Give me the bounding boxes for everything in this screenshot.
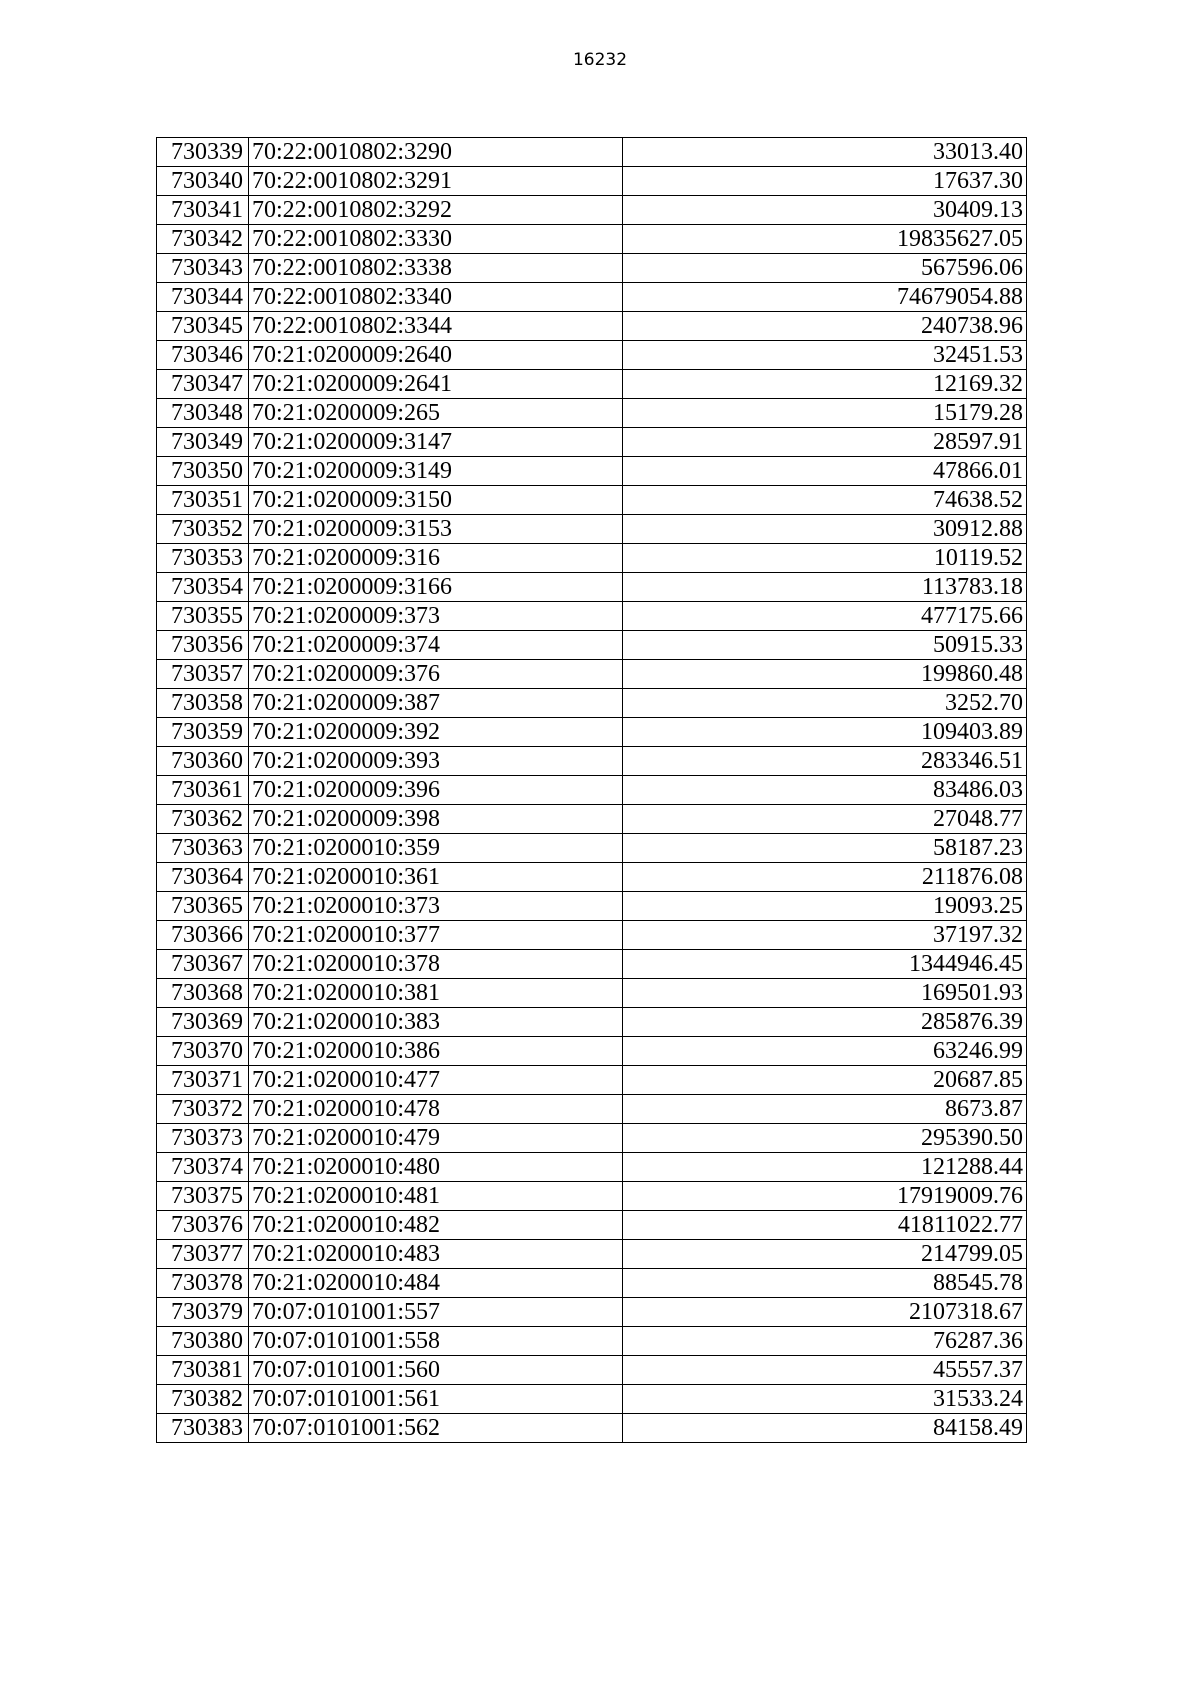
cadastral-value-cell: 12169.32 (623, 370, 1027, 399)
cadastral-number-cell: 70:07:0101001:560 (249, 1356, 623, 1385)
cadastral-number-cell: 70:21:0200010:361 (249, 863, 623, 892)
table-row (157, 892, 1027, 921)
table-row (157, 1327, 1027, 1356)
table-row (157, 950, 1027, 979)
row-number-cell: 730342 (157, 225, 249, 254)
cadastral-value-cell: 74638.52 (623, 486, 1027, 515)
row-number-cell: 730376 (157, 1211, 249, 1240)
cadastral-value-cell: 121288.44 (623, 1153, 1027, 1182)
table-row (157, 196, 1027, 225)
cadastral-value-cell: 50915.33 (623, 631, 1027, 660)
row-number-cell: 730380 (157, 1327, 249, 1356)
cadastral-number-cell: 70:21:0200009:3147 (249, 428, 623, 457)
cadastral-value-cell: 295390.50 (623, 1124, 1027, 1153)
cadastral-value-cell: 17919009.76 (623, 1182, 1027, 1211)
cadastral-number-cell: 70:21:0200010:378 (249, 950, 623, 979)
table-row (157, 863, 1027, 892)
row-number-cell: 730383 (157, 1414, 249, 1443)
row-number-cell: 730353 (157, 544, 249, 573)
table-row (157, 776, 1027, 805)
row-number-cell: 730375 (157, 1182, 249, 1211)
table-row (157, 399, 1027, 428)
cadastral-number-cell: 70:21:0200009:3153 (249, 515, 623, 544)
row-number-cell: 730367 (157, 950, 249, 979)
table-row (157, 1269, 1027, 1298)
table-row (157, 1356, 1027, 1385)
table-row (157, 1414, 1027, 1443)
cadastral-number-cell: 70:21:0200010:481 (249, 1182, 623, 1211)
cadastral-value-cell: 84158.49 (623, 1414, 1027, 1443)
row-number-cell: 730372 (157, 1095, 249, 1124)
row-number-cell: 730379 (157, 1298, 249, 1327)
table-row (157, 283, 1027, 312)
cadastral-value-cell: 113783.18 (623, 573, 1027, 602)
table-row (157, 1385, 1027, 1414)
table-row (157, 718, 1027, 747)
table-row (157, 631, 1027, 660)
cadastral-number-cell: 70:21:0200009:398 (249, 805, 623, 834)
table-row (157, 979, 1027, 1008)
cadastral-number-cell: 70:21:0200009:3166 (249, 573, 623, 602)
table-row (157, 167, 1027, 196)
cadastral-number-cell: 70:21:0200009:3149 (249, 457, 623, 486)
table-row (157, 370, 1027, 399)
cadastral-number-cell: 70:21:0200010:383 (249, 1008, 623, 1037)
cadastral-number-cell: 70:21:0200010:483 (249, 1240, 623, 1269)
row-number-cell: 730366 (157, 921, 249, 950)
row-number-cell: 730348 (157, 399, 249, 428)
cadastral-value-table (156, 137, 1027, 1443)
cadastral-value-cell: 74679054.88 (623, 283, 1027, 312)
cadastral-value-cell: 285876.39 (623, 1008, 1027, 1037)
cadastral-value-cell: 477175.66 (623, 602, 1027, 631)
table-row (157, 254, 1027, 283)
row-number-cell: 730355 (157, 602, 249, 631)
cadastral-number-cell: 70:21:0200010:479 (249, 1124, 623, 1153)
table-row (157, 834, 1027, 863)
cadastral-value-cell: 41811022.77 (623, 1211, 1027, 1240)
cadastral-value-cell: 211876.08 (623, 863, 1027, 892)
row-number-cell: 730344 (157, 283, 249, 312)
cadastral-value-cell: 37197.32 (623, 921, 1027, 950)
cadastral-number-cell: 70:21:0200010:381 (249, 979, 623, 1008)
row-number-cell: 730370 (157, 1037, 249, 1066)
cadastral-number-cell: 70:21:0200009:396 (249, 776, 623, 805)
cadastral-number-cell: 70:22:0010802:3290 (249, 138, 623, 167)
cadastral-number-cell: 70:22:0010802:3338 (249, 254, 623, 283)
table-row (157, 341, 1027, 370)
cadastral-value-cell: 47866.01 (623, 457, 1027, 486)
cadastral-number-cell: 70:21:0200010:373 (249, 892, 623, 921)
table-row (157, 225, 1027, 254)
table-row (157, 138, 1027, 167)
cadastral-number-cell: 70:21:0200009:3150 (249, 486, 623, 515)
table-row (157, 1153, 1027, 1182)
row-number-cell: 730352 (157, 515, 249, 544)
cadastral-value-cell: 58187.23 (623, 834, 1027, 863)
cadastral-number-cell: 70:21:0200010:477 (249, 1066, 623, 1095)
row-number-cell: 730339 (157, 138, 249, 167)
cadastral-value-cell: 3252.70 (623, 689, 1027, 718)
row-number-cell: 730347 (157, 370, 249, 399)
cadastral-number-cell: 70:22:0010802:3344 (249, 312, 623, 341)
cadastral-number-cell: 70:07:0101001:561 (249, 1385, 623, 1414)
cadastral-value-cell: 10119.52 (623, 544, 1027, 573)
cadastral-value-cell: 83486.03 (623, 776, 1027, 805)
row-number-cell: 730363 (157, 834, 249, 863)
cadastral-value-cell: 88545.78 (623, 1269, 1027, 1298)
cadastral-number-cell: 70:21:0200009:2641 (249, 370, 623, 399)
cadastral-number-cell: 70:22:0010802:3292 (249, 196, 623, 225)
cadastral-value-cell: 31533.24 (623, 1385, 1027, 1414)
table-row (157, 544, 1027, 573)
table-row (157, 805, 1027, 834)
row-number-cell: 730369 (157, 1008, 249, 1037)
cadastral-value-cell: 27048.77 (623, 805, 1027, 834)
cadastral-number-cell: 70:21:0200010:478 (249, 1095, 623, 1124)
cadastral-value-cell: 169501.93 (623, 979, 1027, 1008)
cadastral-value-cell: 199860.48 (623, 660, 1027, 689)
cadastral-number-cell: 70:22:0010802:3330 (249, 225, 623, 254)
cadastral-number-cell: 70:21:0200010:359 (249, 834, 623, 863)
table-row (157, 486, 1027, 515)
cadastral-number-cell: 70:21:0200009:374 (249, 631, 623, 660)
cadastral-value-cell: 33013.40 (623, 138, 1027, 167)
cadastral-value-cell: 19835627.05 (623, 225, 1027, 254)
cadastral-value-cell: 109403.89 (623, 718, 1027, 747)
table-body (157, 138, 1027, 1443)
row-number-cell: 730381 (157, 1356, 249, 1385)
cadastral-number-cell: 70:21:0200009:2640 (249, 341, 623, 370)
cadastral-value-cell: 45557.37 (623, 1356, 1027, 1385)
cadastral-number-cell: 70:07:0101001:557 (249, 1298, 623, 1327)
row-number-cell: 730350 (157, 457, 249, 486)
table-row (157, 1008, 1027, 1037)
table-row (157, 312, 1027, 341)
row-number-cell: 730364 (157, 863, 249, 892)
row-number-cell: 730340 (157, 167, 249, 196)
table-row (157, 747, 1027, 776)
row-number-cell: 730356 (157, 631, 249, 660)
cadastral-number-cell: 70:07:0101001:558 (249, 1327, 623, 1356)
cadastral-number-cell: 70:21:0200009:376 (249, 660, 623, 689)
table-row (157, 1124, 1027, 1153)
row-number-cell: 730368 (157, 979, 249, 1008)
cadastral-value-cell: 214799.05 (623, 1240, 1027, 1269)
cadastral-value-cell: 283346.51 (623, 747, 1027, 776)
row-number-cell: 730357 (157, 660, 249, 689)
table-row (157, 1211, 1027, 1240)
table-row (157, 1095, 1027, 1124)
row-number-cell: 730349 (157, 428, 249, 457)
row-number-cell: 730351 (157, 486, 249, 515)
cadastral-value-cell: 8673.87 (623, 1095, 1027, 1124)
table-row (157, 689, 1027, 718)
table-row (157, 573, 1027, 602)
cadastral-value-cell: 76287.36 (623, 1327, 1027, 1356)
cadastral-number-cell: 70:21:0200010:482 (249, 1211, 623, 1240)
cadastral-number-cell: 70:21:0200009:265 (249, 399, 623, 428)
cadastral-number-cell: 70:22:0010802:3340 (249, 283, 623, 312)
table-row (157, 660, 1027, 689)
cadastral-value-cell: 28597.91 (623, 428, 1027, 457)
row-number-cell: 730377 (157, 1240, 249, 1269)
cadastral-value-cell: 567596.06 (623, 254, 1027, 283)
cadastral-number-cell: 70:21:0200009:316 (249, 544, 623, 573)
cadastral-number-cell: 70:21:0200009:393 (249, 747, 623, 776)
row-number-cell: 730346 (157, 341, 249, 370)
table-row (157, 457, 1027, 486)
cadastral-number-cell: 70:21:0200010:480 (249, 1153, 623, 1182)
row-number-cell: 730343 (157, 254, 249, 283)
cadastral-number-cell: 70:21:0200009:373 (249, 602, 623, 631)
cadastral-value-cell: 19093.25 (623, 892, 1027, 921)
cadastral-value-cell: 30912.88 (623, 515, 1027, 544)
cadastral-value-cell: 32451.53 (623, 341, 1027, 370)
cadastral-value-cell: 2107318.67 (623, 1298, 1027, 1327)
row-number-cell: 730361 (157, 776, 249, 805)
row-number-cell: 730345 (157, 312, 249, 341)
cadastral-value-cell: 20687.85 (623, 1066, 1027, 1095)
table-row (157, 428, 1027, 457)
table-row (157, 1037, 1027, 1066)
cadastral-value-cell: 30409.13 (623, 196, 1027, 225)
table-row (157, 602, 1027, 631)
row-number-cell: 730382 (157, 1385, 249, 1414)
row-number-cell: 730360 (157, 747, 249, 776)
cadastral-number-cell: 70:21:0200010:377 (249, 921, 623, 950)
row-number-cell: 730341 (157, 196, 249, 225)
cadastral-value-cell: 17637.30 (623, 167, 1027, 196)
cadastral-value-cell: 15179.28 (623, 399, 1027, 428)
cadastral-value-cell: 240738.96 (623, 312, 1027, 341)
cadastral-value-cell: 63246.99 (623, 1037, 1027, 1066)
cadastral-number-cell: 70:21:0200009:387 (249, 689, 623, 718)
table-row (157, 1240, 1027, 1269)
table-row (157, 1298, 1027, 1327)
table-row (157, 515, 1027, 544)
cadastral-number-cell: 70:07:0101001:562 (249, 1414, 623, 1443)
row-number-cell: 730374 (157, 1153, 249, 1182)
row-number-cell: 730359 (157, 718, 249, 747)
cadastral-value-cell: 1344946.45 (623, 950, 1027, 979)
table-row (157, 921, 1027, 950)
page-number: 16232 (572, 50, 628, 70)
row-number-cell: 730378 (157, 1269, 249, 1298)
row-number-cell: 730362 (157, 805, 249, 834)
table-row (157, 1066, 1027, 1095)
table-row (157, 1182, 1027, 1211)
row-number-cell: 730358 (157, 689, 249, 718)
cadastral-number-cell: 70:22:0010802:3291 (249, 167, 623, 196)
row-number-cell: 730354 (157, 573, 249, 602)
cadastral-number-cell: 70:21:0200009:392 (249, 718, 623, 747)
row-number-cell: 730365 (157, 892, 249, 921)
cadastral-number-cell: 70:21:0200010:386 (249, 1037, 623, 1066)
cadastral-number-cell: 70:21:0200010:484 (249, 1269, 623, 1298)
row-number-cell: 730373 (157, 1124, 249, 1153)
row-number-cell: 730371 (157, 1066, 249, 1095)
